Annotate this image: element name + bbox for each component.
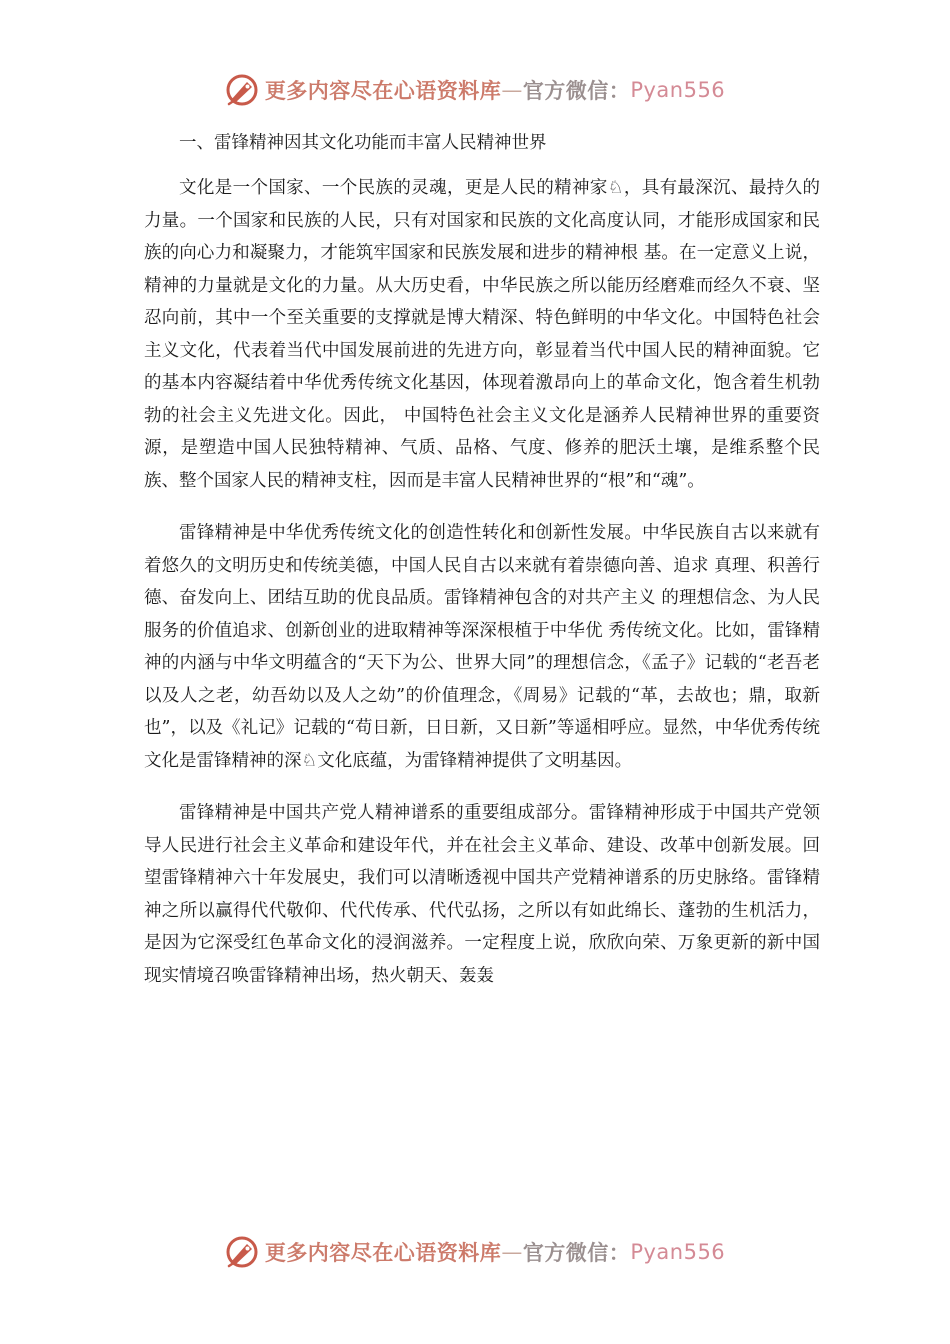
banner-label: 官方微信： <box>522 1241 631 1265</box>
section-heading: 一、雷锋精神因其文化功能而丰富人民精神世界 <box>179 133 547 153</box>
banner-content <box>225 1235 725 1269</box>
banner-dash: — <box>501 78 523 102</box>
footer-banner <box>0 1232 950 1272</box>
banner-content <box>225 73 725 107</box>
banner-prefix: 更多内容尽在心语资料库 <box>264 79 502 103</box>
pen-nib-logo-icon <box>225 1235 259 1269</box>
paragraph-party-spirit: 雷锋精神是中国共产党人精神谱系的重要组成部分。雷锋精神形成于中国共产党领导人民进行社会主义革命和建设年代，并在社会主义革命、建设、改革中创新发展。回望雷锋精神六十年发展史，我们可以清晰透视中国共产党精神谱系的历史脉络。雷锋精神之所以赢得代代敬仰、代代传承、代代弘扬，之所以有如此绵长、蓬勃的生机活力，是因为它深受红色革命文化的浸润滋养。一定程度上说，欣欣向荣、万象更新的新中国现实情境召唤雷锋精神出场，热火朝天、轰轰 <box>144 803 820 986</box>
banner-label: 官方微信： <box>522 79 631 103</box>
banner-prefix: 更多内容尽在心语资料库 <box>264 1241 502 1265</box>
pen-nib-logo-icon <box>225 73 259 107</box>
banner-handle: Pyan556 <box>630 1240 726 1264</box>
paragraph-tradition: 雷锋精神是中华优秀传统文化的创造性转化和创新性发展。中华民族自古以来就有着悠久的文明历史和传统美德，中国人民自古以来就有着崇德向善、追求 真理、积善行德、奋发向上、团结互助的优良品质。雷锋精神包含的对共产主义 的理想信念、为人民服务的价值追求、创新创业的进取精神等深深根植于中华优 秀传统文化。比如，雷锋精神的内涵与中华文明蕴含的“天下为公、世界大同”的理想信念，《孟子》记载的“老吾老以及人之老，幼吾幼以及人之幼”的价值理念，《周易》记载的“革，去故也；鼎，取新也”，以及《礼记》记载的“苟日新，日日新，又日新”等遥相呼应。显然，中华优秀传统文化是雷锋精神的深♘文化底蕴，为雷锋精神提供了文明基因。 <box>144 523 820 771</box>
banner-handle: Pyan556 <box>630 78 726 102</box>
banner-dash: — <box>501 1240 523 1264</box>
paragraph-culture: 文化是一个国家、一个民族的灵魂，更是人民的精神家♘，具有最深沉、最持久的力量。一个国家和民族的人民，只有对国家和民族的文化高度认同，才能形成国家和民族的向心力和凝聚力，才能筑牢国家和民族发展和进步的精神根 基。在一定意义上说，精神的力量就是文化的力量。从大历史看，中华民族之所以能历经磨难而经久不衰、坚忍向前，其中一个至关重要的支撑就是博大精深、特色鲜明的中华文化。中国特色社会主义文化，代表着当代中国发展前进的先进方向，彰显着当代中国人民的精神面貌。它的基本内容凝结着中华优秀传统文化基因，体现着激昂向上的革命文化，饱含着生机勃勃的社会主义先进文化。因此， 中国特色社会主义文化是涵养人民精神世界的重要资源，是塑造中国人民独特精神、气质、品格、气度、修养的肥沃土壤，是维系整个民族、整个国家人民的精神支柱，因而是丰富人民精神世界的“根”和“魂”。 <box>144 178 820 491</box>
document-body <box>144 126 820 1012</box>
header-banner <box>0 70 950 110</box>
